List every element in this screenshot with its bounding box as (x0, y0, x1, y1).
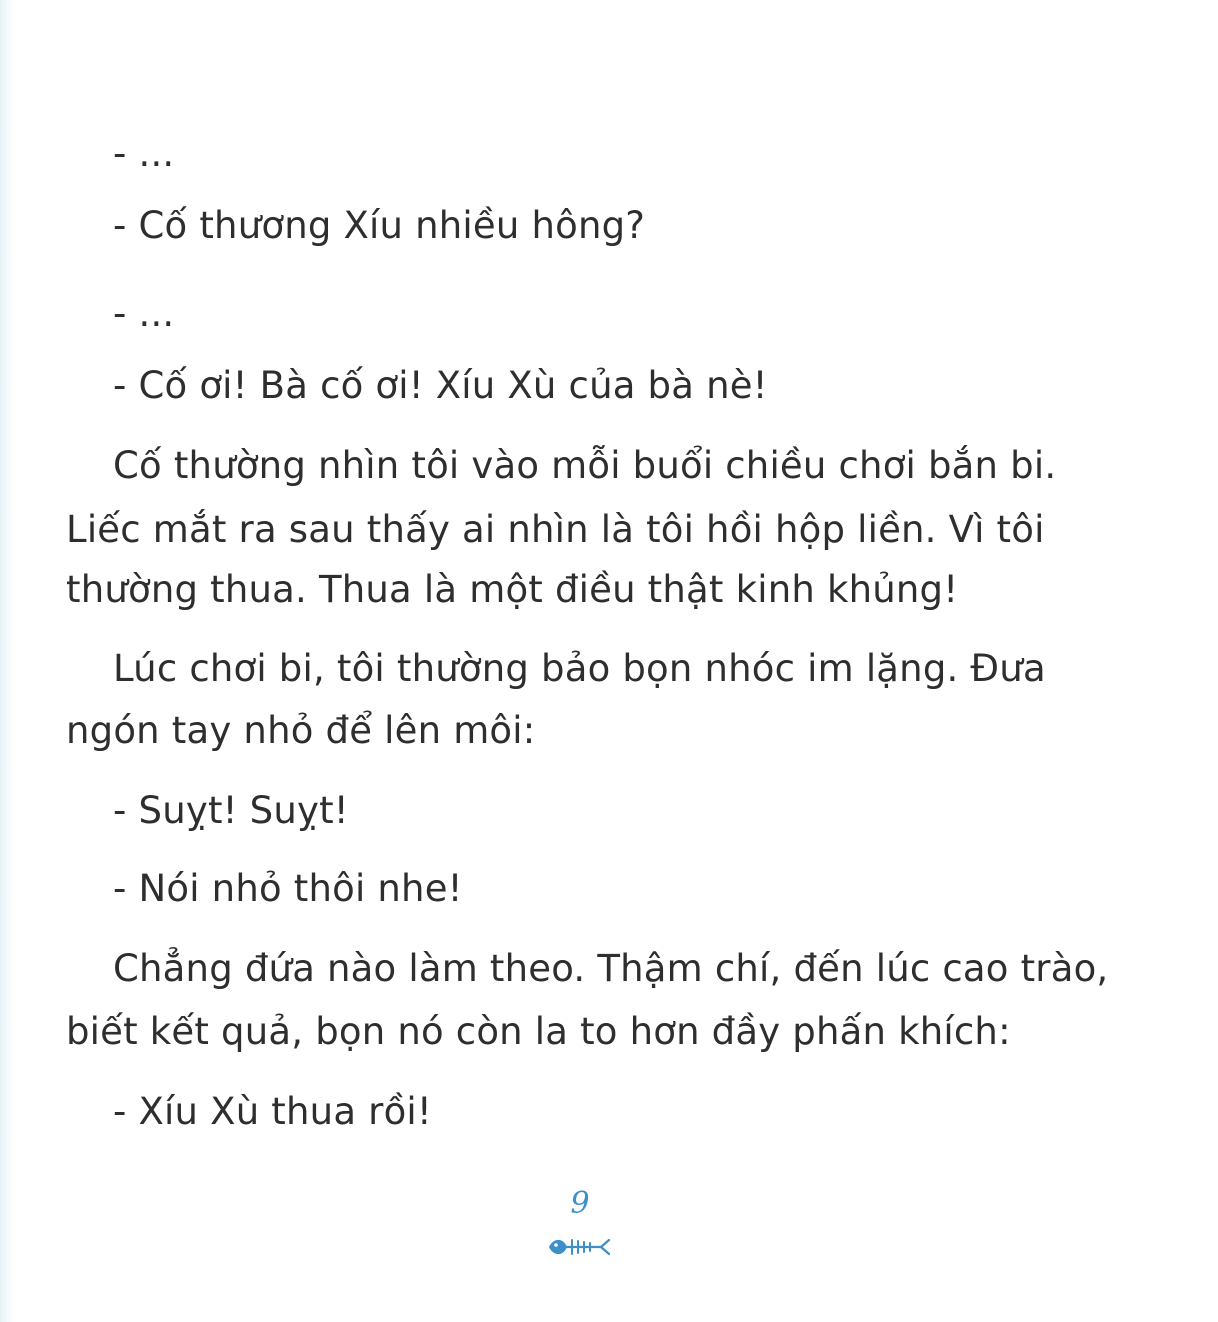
dialogue-line: - Cố ơi! Bà cố ơi! Xíu Xù của bà nè! (113, 364, 768, 407)
dialogue-line: - ... (113, 132, 175, 175)
dialogue-line: - Cố thương Xíu nhiều hông? (113, 204, 646, 247)
page-edge-shadow (0, 0, 14, 1322)
paragraph-line: Chẳng đứa nào làm theo. Thậm chí, đến lúc cao trào, (113, 947, 1109, 990)
dialogue-line: - Xíu Xù thua rồi! (113, 1090, 432, 1133)
fish-skeleton-icon (547, 1234, 611, 1260)
paragraph-line: thường thua. Thua là một điều thật kinh khủng! (66, 568, 959, 611)
paragraph-line: Cố thường nhìn tôi vào mỗi buổi chiều chơi bắn bi. (113, 444, 1057, 487)
dialogue-line: - Nói nhỏ thôi nhe! (113, 867, 463, 910)
paragraph-line: Liếc mắt ra sau thấy ai nhìn là tôi hồi hộp liền. Vì tôi (66, 508, 1045, 551)
paragraph-line: Lúc chơi bi, tôi thường bảo bọn nhóc im lặng. Đưa (113, 647, 1046, 690)
dialogue-line: - Suỵt! Suỵt! (113, 789, 349, 832)
paragraph-line: ngón tay nhỏ để lên môi: (66, 709, 536, 752)
page-number: 9 (570, 1186, 590, 1221)
dialogue-line: - ... (113, 292, 175, 335)
paragraph-line: biết kết quả, bọn nó còn la to hơn đầy phấn khích: (66, 1010, 1011, 1053)
